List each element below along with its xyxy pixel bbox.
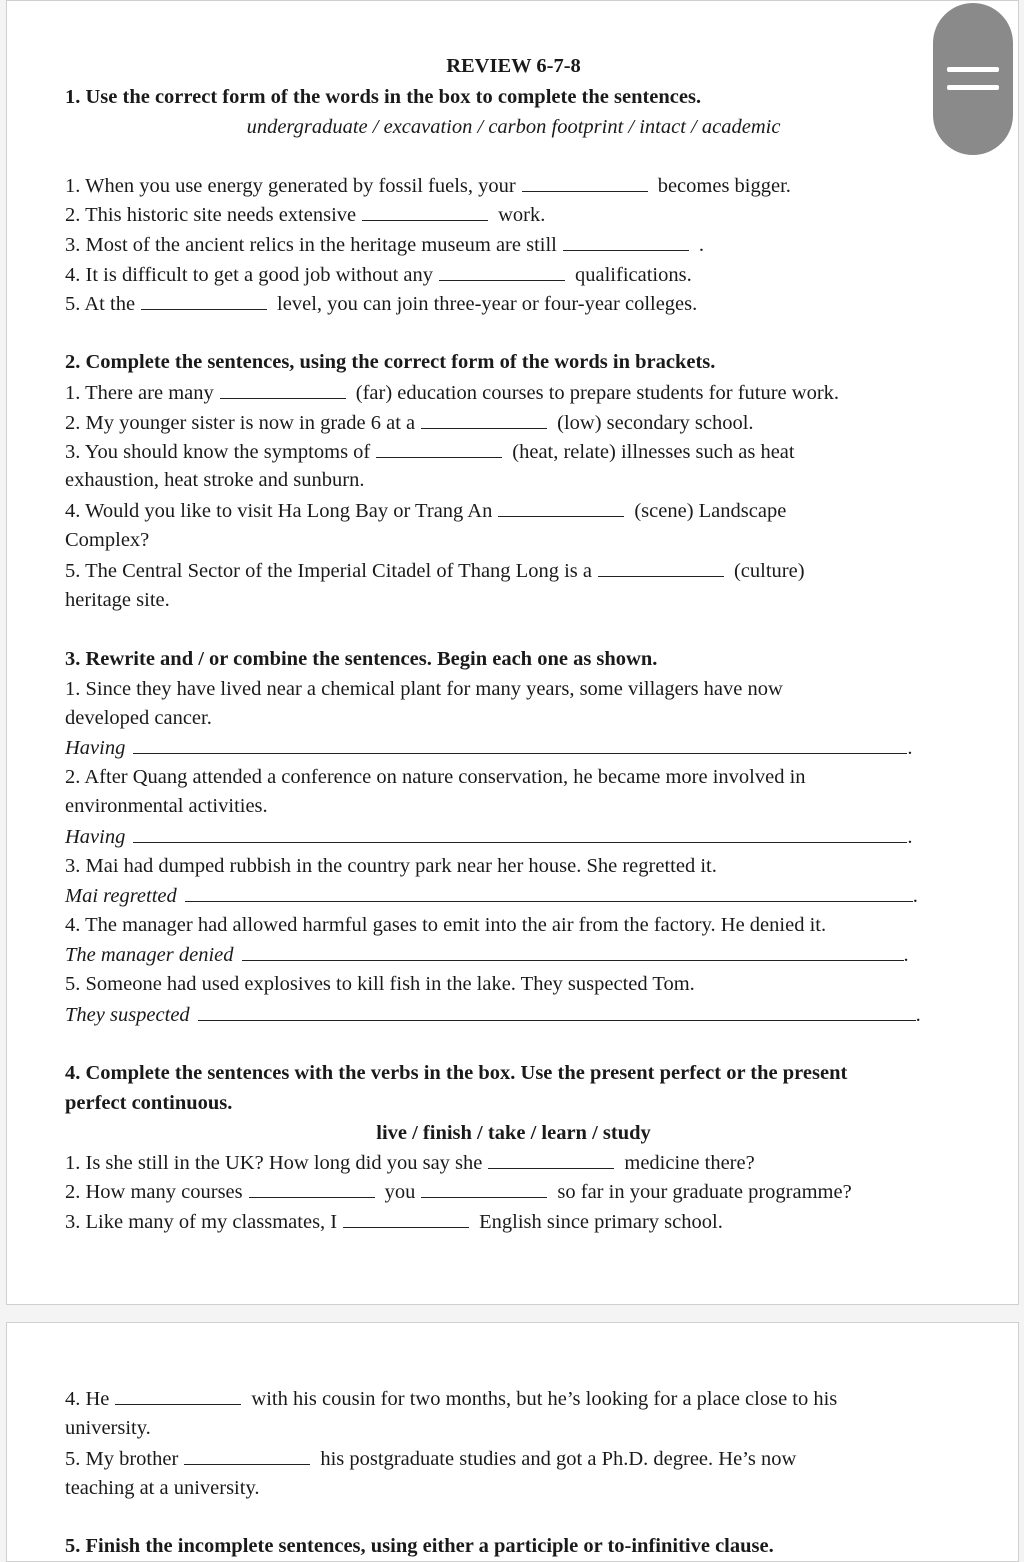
answer-blank[interactable] (563, 232, 689, 251)
ex2-item-cont: heritage site. (65, 589, 170, 611)
ex3-item-cont: environmental activities. (65, 795, 268, 817)
ex1-word-box: undergraduate / excavation / carbon footprint / intact / academic (246, 116, 781, 138)
ex3-rewrite-line: Having . (65, 737, 913, 759)
ex4-heading-cont: perfect continuous. (65, 1092, 233, 1114)
ex3-rewrite-line: Mai regretted . (65, 885, 918, 907)
answer-blank[interactable] (343, 1209, 469, 1228)
ex1-item: 1. When you use energy generated by fossil fuels, your becomes bigger. (65, 175, 791, 197)
ex4-item: 1. Is she still in the UK? How long did you say she medicine there? (65, 1152, 755, 1174)
answer-blank[interactable] (184, 1446, 310, 1465)
ex4-word-box: live / finish / take / learn / study (376, 1122, 651, 1144)
answer-line[interactable] (133, 735, 907, 754)
answer-line[interactable] (133, 824, 907, 843)
ex2-item: 2. My younger sister is now in grade 6 at a (low) secondary school. (65, 412, 754, 434)
ex3-item: 3. Mai had dumped rubbish in the country park near her house. She regretted it. (65, 855, 717, 877)
ex3-rewrite-line: The manager denied . (65, 944, 909, 966)
answer-blank[interactable] (376, 439, 502, 458)
menu-grip-icon (947, 67, 999, 72)
ex2-item-cont: exhaustion, heat stroke and sunburn. (65, 469, 365, 491)
answer-blank[interactable] (115, 1386, 241, 1405)
ex3-item: 5. Someone had used explosives to kill fish in the lake. They suspected Tom. (65, 973, 695, 995)
ex4-item-cont: university. (65, 1417, 151, 1439)
ex3-rewrite-line: Having . (65, 826, 913, 848)
ex4-item: 4. He with his cousin for two months, but he’s looking for a place close to his (65, 1388, 838, 1410)
ex2-heading: 2. Complete the sentences, using the correct form of the words in brackets. (65, 351, 716, 373)
answer-blank[interactable] (598, 558, 724, 577)
ex1-heading: 1. Use the correct form of the words in the box to complete the sentences. (65, 86, 702, 108)
scroll-handle[interactable] (933, 3, 1013, 155)
ex4-item: 5. My brother his postgraduate studies and got a Ph.D. degree. He’s now (65, 1448, 797, 1470)
ex2-item: 4. Would you like to visit Ha Long Bay or Trang An (scene) Landscape (65, 500, 787, 522)
ex4-item: 2. How many courses you so far in your graduate programme? (65, 1181, 852, 1203)
ex2-item: 1. There are many (far) education courses to prepare students for future work. (65, 382, 840, 404)
page-title: REVIEW 6-7-8 (446, 55, 581, 77)
ex4-item-cont: teaching at a university. (65, 1477, 260, 1499)
answer-blank[interactable] (220, 380, 346, 399)
answer-blank[interactable] (362, 202, 488, 221)
ex3-item-cont: developed cancer. (65, 707, 212, 729)
ex3-item: 4. The manager had allowed harmful gases to emit into the air from the factory. He denied it. (65, 914, 827, 936)
menu-grip-icon (947, 85, 999, 90)
ex1-item: 2. This historic site needs extensive work. (65, 204, 546, 226)
page-2 (6, 1322, 1019, 1562)
answer-blank[interactable] (249, 1179, 375, 1198)
answer-blank[interactable] (141, 291, 267, 310)
answer-blank[interactable] (439, 262, 565, 281)
answer-blank[interactable] (488, 1150, 614, 1169)
answer-blank[interactable] (498, 498, 624, 517)
answer-line[interactable] (185, 883, 913, 902)
ex4-heading: 4. Complete the sentences with the verbs in the box. Use the present perfect or the present (65, 1062, 848, 1084)
answer-line[interactable] (242, 942, 904, 961)
ex5-heading: 5. Finish the incomplete sentences, using either a participle or to-infinitive clause. (65, 1535, 774, 1557)
ex3-heading: 3. Rewrite and / or combine the sentences. Begin each one as shown. (65, 648, 658, 670)
ex3-rewrite-line: They suspected . (65, 1004, 921, 1026)
ex1-item: 4. It is difficult to get a good job without any qualifications. (65, 264, 692, 286)
ex2-item-cont: Complex? (65, 529, 150, 551)
ex2-item: 5. The Central Sector of the Imperial Citadel of Thang Long is a (culture) (65, 560, 805, 582)
ex3-item: 1. Since they have lived near a chemical plant for many years, some villagers have now (65, 678, 783, 700)
ex4-item: 3. Like many of my classmates, I English since primary school. (65, 1211, 723, 1233)
answer-line[interactable] (198, 1002, 916, 1021)
answer-blank[interactable] (522, 173, 648, 192)
ex3-item: 2. After Quang attended a conference on nature conservation, he became more involved in (65, 766, 806, 788)
answer-blank[interactable] (421, 410, 547, 429)
page-1 (6, 0, 1019, 1305)
ex1-item: 3. Most of the ancient relics in the heritage museum are still . (65, 234, 704, 256)
ex1-item: 5. At the level, you can join three-year or four-year colleges. (65, 293, 698, 315)
answer-blank[interactable] (421, 1179, 547, 1198)
ex2-item: 3. You should know the symptoms of (heat, relate) illnesses such as heat (65, 441, 795, 463)
